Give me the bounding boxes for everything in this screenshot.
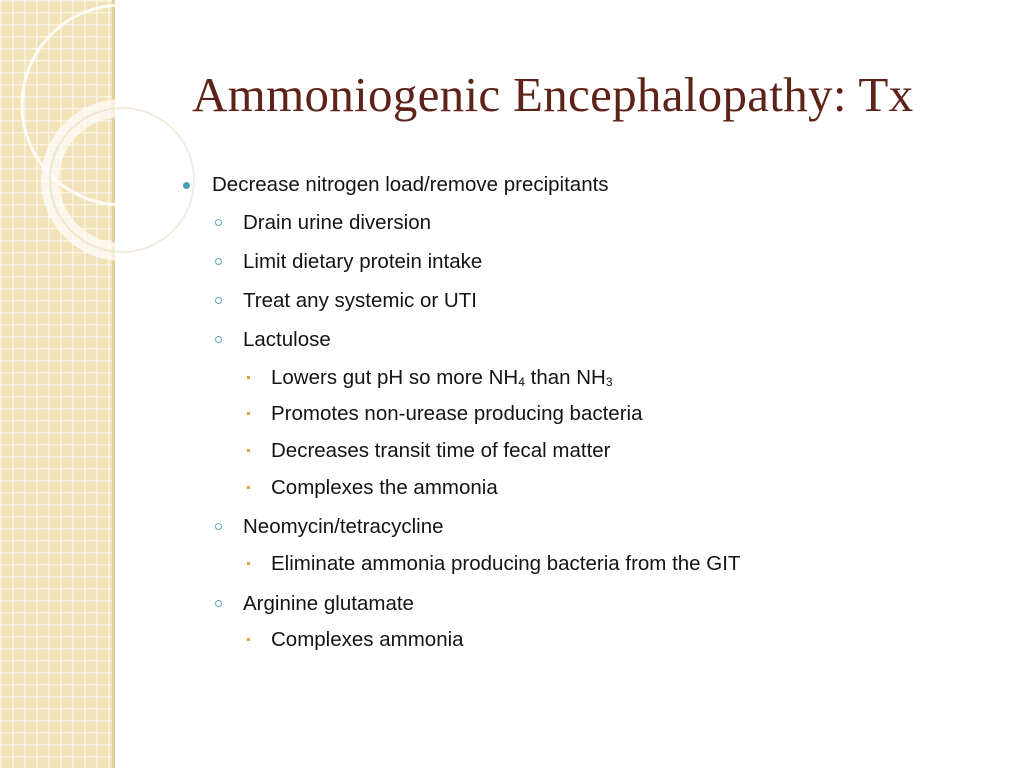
list-item-level3 — [271, 365, 613, 391]
list-item-level3: Decreases transit time of fecal matter — [271, 439, 611, 462]
bullet-circle-icon — [215, 523, 222, 530]
bullet-square-icon — [247, 638, 250, 641]
list-item-level3: Eliminate ammonia producing bacteria from the GIT — [271, 552, 741, 575]
bullet-circle-icon — [215, 219, 222, 226]
bullet-square-icon — [247, 376, 250, 379]
bullet-square-icon — [247, 562, 250, 565]
bullet-square-icon — [247, 412, 250, 415]
text-run: Lowers gut pH so more NH — [271, 366, 519, 389]
list-item-level3: Complexes ammonia — [271, 628, 464, 651]
bullet-circle-icon — [215, 297, 222, 304]
bullet-square-icon — [247, 449, 250, 452]
subscript: 4 — [518, 375, 525, 389]
list-item-level2: Limit dietary protein intake — [243, 250, 483, 273]
list-item-level3: Complexes the ammonia — [271, 476, 498, 499]
bullet-circle-icon — [215, 258, 222, 265]
text-run: than NH — [524, 366, 606, 389]
bullet-circle-icon — [215, 336, 222, 343]
list-item-level3: Promotes non-urease producing bacteria — [271, 402, 643, 425]
list-item-level1: Decrease nitrogen load/remove precipitants — [212, 173, 609, 196]
list-item-level2: Lactulose — [243, 328, 331, 351]
slide-title: Ammoniogenic Encephalopathy: Tx — [192, 67, 914, 122]
bullet-square-icon — [247, 486, 250, 489]
bullet-circle-icon — [215, 600, 222, 607]
subscript: 3 — [605, 375, 613, 389]
list-item-level2: Drain urine diversion — [243, 211, 432, 234]
list-item-level2: Arginine glutamate — [243, 592, 414, 615]
list-item-level2: Treat any systemic or UTI — [243, 289, 477, 312]
list-item-level2: Neomycin/tetracycline — [243, 515, 444, 538]
bullet-dot-icon — [183, 182, 190, 189]
